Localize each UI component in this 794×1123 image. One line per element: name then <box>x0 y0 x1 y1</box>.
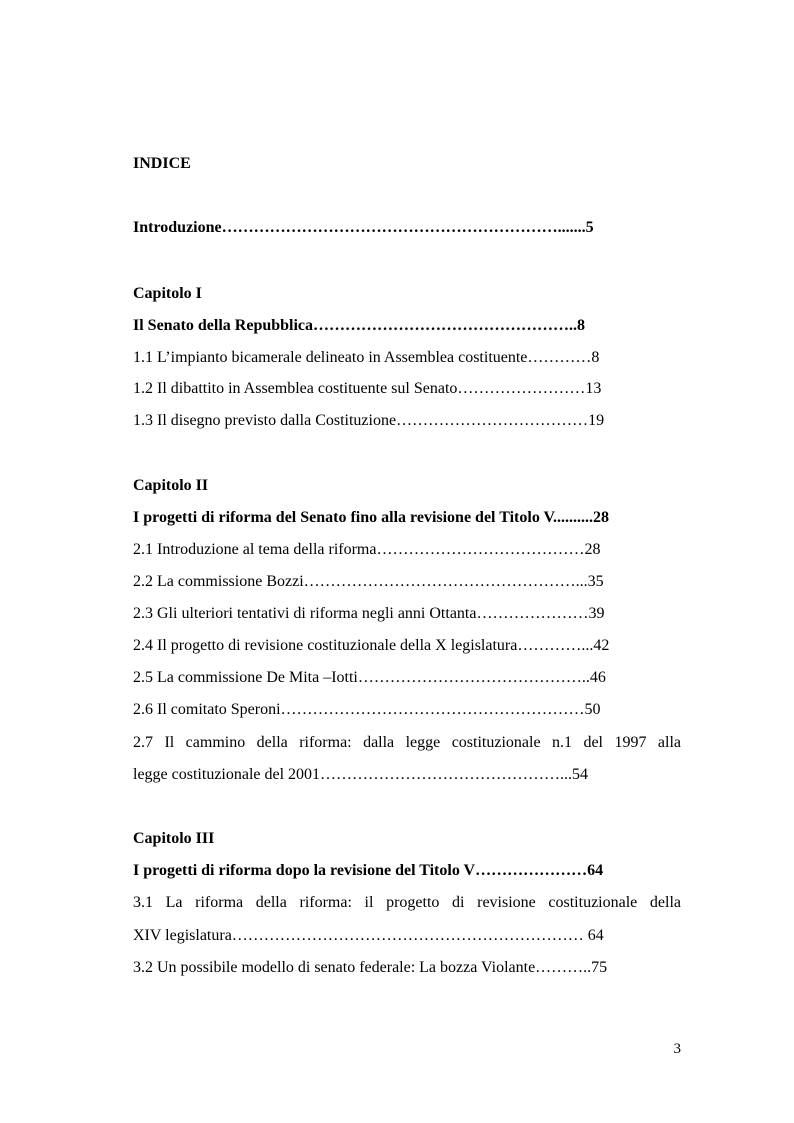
toc-entry-2-4: 2.4 Il progetto di revisione costituzionale della X legislatura…………...42 <box>133 637 610 654</box>
toc-entry-introduction: Introduzione……………………………………………………….......5 <box>133 219 594 236</box>
toc-entry-2-1: 2.1 Introduzione al tema della riforma…………………………………28 <box>133 541 601 558</box>
index-title: INDICE <box>133 155 191 172</box>
toc-entry-2-7-line-2: legge costituzionale del 2001………………………………………...54 <box>133 766 589 783</box>
toc-entry-3-1-line-2: XIV legislatura………………………………………………………… 64 <box>133 927 604 944</box>
chapter-3-title: I progetti di riforma dopo la revisione del Titolo V…………………64 <box>133 862 604 879</box>
toc-entry-3-1-line-1: 3.1 La riforma della riforma: il progetto di revisione costituzionale della <box>133 894 681 911</box>
toc-entry-1-2: 1.2 Il dibattito in Assemblea costituente sul Senato……………………13 <box>133 380 602 397</box>
toc-entry-2-5: 2.5 La commissione De Mita –Iotti……………………………………..46 <box>133 669 606 686</box>
toc-entry-2-6: 2.6 Il comitato Speroni…………………………………………………50 <box>133 701 601 718</box>
toc-entry-2-7-line-1: 2.7 Il cammino della riforma: dalla legge costituzionale n.1 del 1997 alla <box>133 734 681 751</box>
chapter-1-title: Il Senato della Repubblica…………………………………………..8 <box>133 317 586 334</box>
chapter-2-title: I progetti di riforma del Senato fino alla revisione del Titolo V..........28 <box>133 509 610 526</box>
toc-entry-2-3: 2.3 Gli ulteriori tentativi di riforma negli anni Ottanta…………………39 <box>133 605 605 622</box>
toc-entry-2-2: 2.2 La commissione Bozzi……………………………………………...35 <box>133 573 604 590</box>
toc-entry-1-1: 1.1 L’impianto bicamerale delineato in Assemblea costituente…………8 <box>133 349 600 366</box>
toc-entry-1-3: 1.3 Il disegno previsto dalla Costituzione………………………………19 <box>133 412 605 429</box>
toc-entry-3-2: 3.2 Un possibile modello di senato federale: La bozza Violante………..75 <box>133 959 608 976</box>
chapter-2-heading: Capitolo II <box>133 477 209 494</box>
page-number: 3 <box>673 1041 681 1057</box>
chapter-1-heading: Capitolo I <box>133 285 202 302</box>
chapter-3-heading: Capitolo III <box>133 830 215 847</box>
